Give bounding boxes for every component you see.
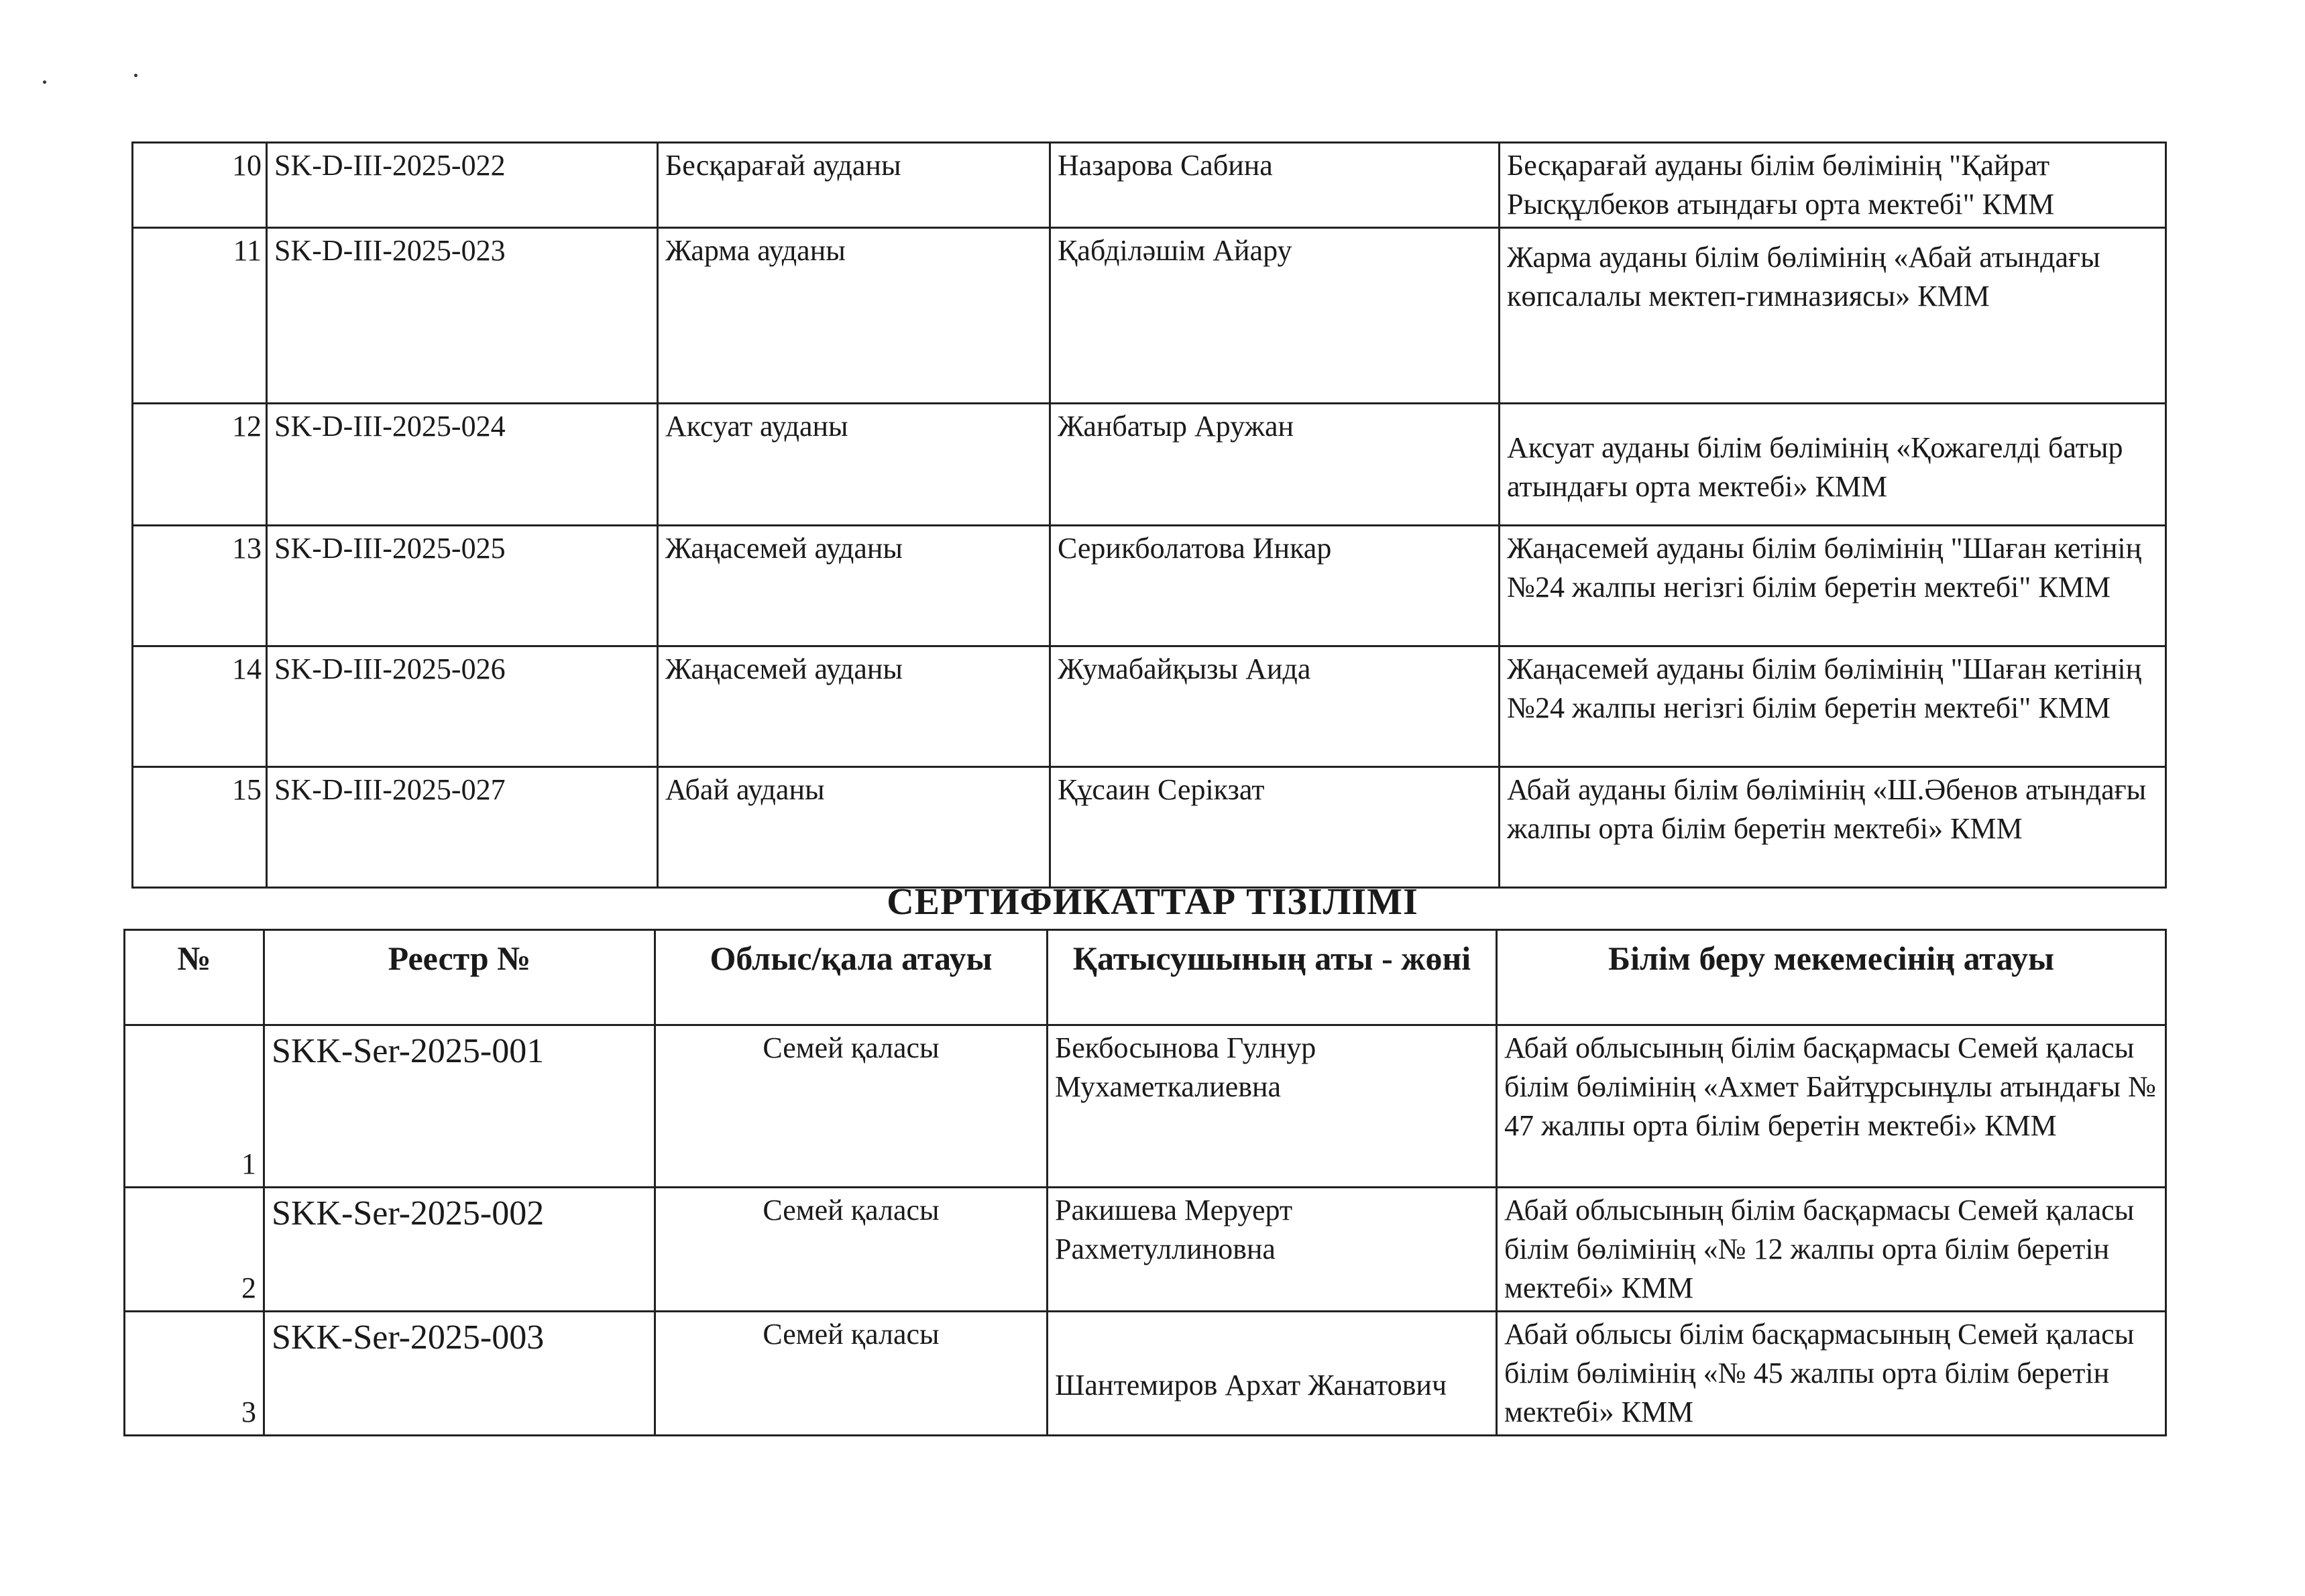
- row-number: 15: [133, 767, 267, 888]
- table-row: [133, 767, 2166, 888]
- district-name: Абай ауданы: [658, 767, 1050, 888]
- district-name: Жаңасемей ауданы: [658, 526, 1050, 646]
- participant-name: Жумабайқызы Аида: [1050, 646, 1500, 767]
- participant-name: Қабділәшім Айару: [1050, 228, 1500, 404]
- scan-speck: [43, 80, 46, 84]
- district-name: Бесқарағай ауданы: [658, 143, 1050, 228]
- certificates-registry-table: [123, 929, 2167, 1436]
- table-row: [133, 526, 2166, 646]
- registry-number: SKK-Ser-2025-002: [264, 1188, 655, 1312]
- school-name: Абай облысының білім басқармасы Семей қаласы білім бөлімінің «№ 12 жалпы орта білім беретін мектебі» КММ: [1497, 1188, 2166, 1312]
- table-row: [133, 228, 2166, 404]
- district-name: Аксуат ауданы: [658, 404, 1050, 526]
- table-header-row: [125, 930, 2166, 1025]
- table-row: [125, 1188, 2166, 1312]
- school-name: Жаңасемей ауданы білім бөлімінің "Шаған кетінің №24 жалпы негізгі білім беретін мектебі" КММ: [1500, 526, 2166, 646]
- school-name: Бесқарағай ауданы білім бөлімінің "Қайрат Рысқұлбеков атындағы орта мектебі" КММ: [1500, 143, 2166, 228]
- registry-number: SK-D-III-2025-023: [267, 228, 658, 404]
- participant-name: Назарова Сабина: [1050, 143, 1500, 228]
- row-number: 11: [133, 228, 267, 404]
- registry-number: SKK-Ser-2025-001: [264, 1025, 655, 1188]
- scan-speck: [134, 74, 137, 77]
- row-number: 13: [133, 526, 267, 646]
- school-name: Аксуат ауданы білім бөлімінің «Қожагелді батыр атындағы орта мектебі» КММ: [1500, 404, 2166, 526]
- row-number: 1: [125, 1025, 264, 1188]
- section-title: СЕРТИФИКАТТАР ТІЗІЛІМІ: [887, 881, 1418, 923]
- participant-name: Серикболатова Инкар: [1050, 526, 1500, 646]
- participant-name: Бекбосынова Гулнур Мухаметкалиевна: [1048, 1025, 1497, 1188]
- row-number: 12: [133, 404, 267, 526]
- participant-name: Ракишева Меруерт Рахметуллиновна: [1048, 1188, 1497, 1312]
- school-name: Жаңасемей ауданы білім бөлімінің "Шаған кетінің №24 жалпы негізгі білім беретін мектебі" КММ: [1500, 646, 2166, 767]
- registry-number: SK-D-III-2025-026: [267, 646, 658, 767]
- registry-number: SK-D-III-2025-024: [267, 404, 658, 526]
- header-participant: Қатысушының аты - жөні: [1048, 930, 1497, 1025]
- registry-number: SK-D-III-2025-022: [267, 143, 658, 228]
- header-registry: Реестр №: [264, 930, 655, 1025]
- participants-table-continued: [131, 141, 2167, 889]
- header-school: Білім беру мекемесінің атауы: [1497, 930, 2166, 1025]
- header-region: Облыс/қала атауы: [655, 930, 1048, 1025]
- district-name: Жарма ауданы: [658, 228, 1050, 404]
- registry-number: SK-D-III-2025-027: [267, 767, 658, 888]
- registry-number: SKK-Ser-2025-003: [264, 1312, 655, 1436]
- table-row: [125, 1025, 2166, 1188]
- city-name: Семей қаласы: [655, 1025, 1048, 1188]
- participant-name: Шантемиров Архат Жанатович: [1048, 1312, 1497, 1436]
- school-name: Жарма ауданы білім бөлімінің «Абай атындағы көпсалалы мектеп-гимназиясы» КММ: [1500, 228, 2166, 404]
- registry-number: SK-D-III-2025-025: [267, 526, 658, 646]
- table-row: [133, 404, 2166, 526]
- table-row: [133, 143, 2166, 228]
- row-number: 2: [125, 1188, 264, 1312]
- row-number: 14: [133, 646, 267, 767]
- header-number: №: [125, 930, 264, 1025]
- row-number: 3: [125, 1312, 264, 1436]
- participant-name: Құсаин Серікзат: [1050, 767, 1500, 888]
- city-name: Семей қаласы: [655, 1312, 1048, 1436]
- school-name: Абай ауданы білім бөлімінің «Ш.Әбенов атындағы жалпы орта білім беретін мектебі» КММ: [1500, 767, 2166, 888]
- district-name: Жаңасемей ауданы: [658, 646, 1050, 767]
- table-row: [133, 646, 2166, 767]
- school-name: Абай облысы білім басқармасының Семей қаласы білім бөлімінің «№ 45 жалпы орта білім беретін мектебі» КММ: [1497, 1312, 2166, 1436]
- school-name: Абай облысының білім басқармасы Семей қаласы білім бөлімінің «Ахмет Байтұрсынұлы атындағы № 47 жалпы орта білім беретін мектебі» КММ: [1497, 1025, 2166, 1188]
- city-name: Семей қаласы: [655, 1188, 1048, 1312]
- participant-name: Жанбатыр Аружан: [1050, 404, 1500, 526]
- table-row: [125, 1312, 2166, 1436]
- row-number: 10: [133, 143, 267, 228]
